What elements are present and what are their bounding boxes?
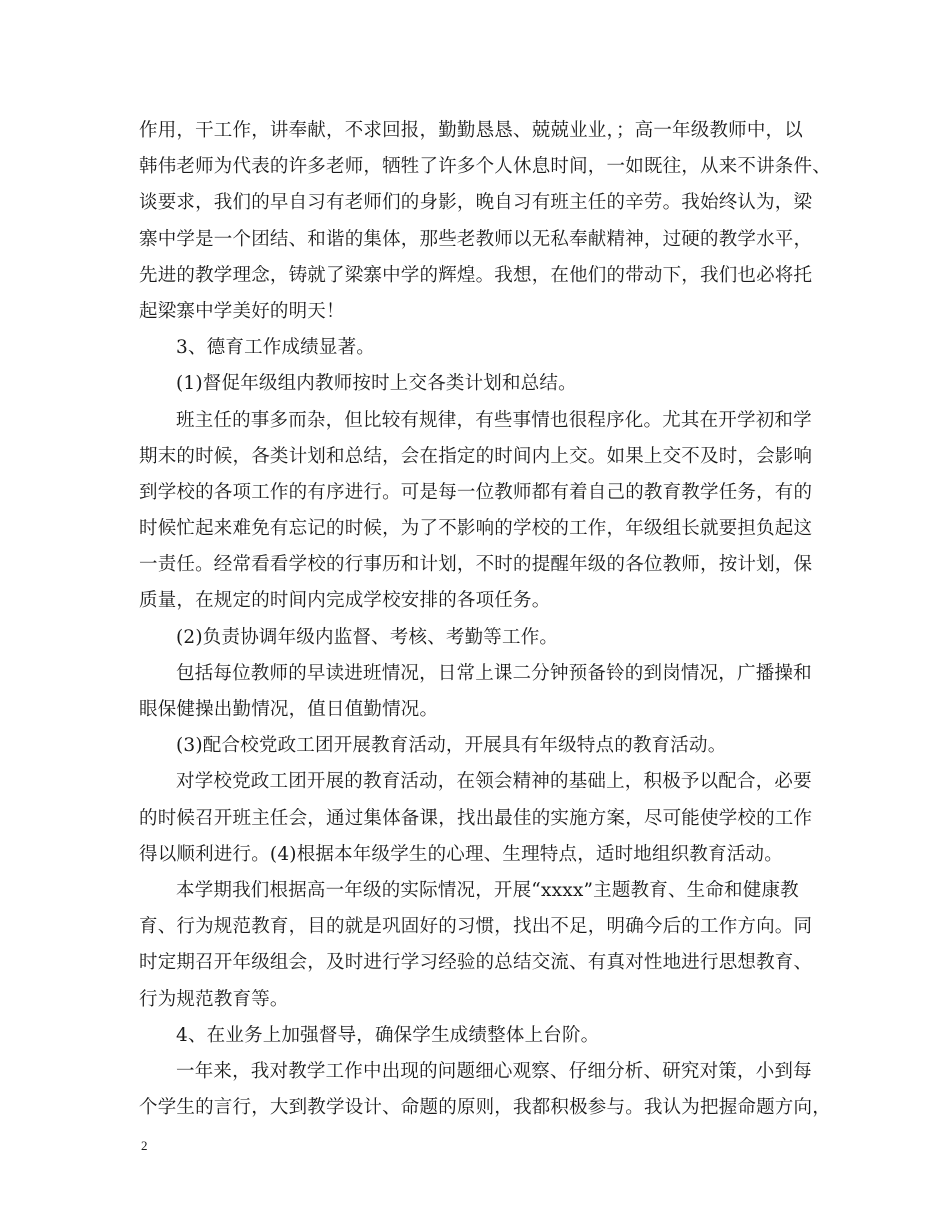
text-line: 时定期召开年级组会，及时进行学习经验的总结交流、有真对性地进行思想教育、 xyxy=(139,952,813,974)
text-line: 质量，在规定的时间内完成学校安排的各项任务。 xyxy=(139,590,551,612)
text-line: 谈要求，我们的早自习有老师们的身影，晚自习有班主任的辛劳。我始终认为，梁 xyxy=(139,192,813,214)
text-line: 韩伟老师为代表的许多老师，牺牲了许多个人休息时间，一如既往，从来不讲条件、 xyxy=(139,156,831,178)
text-line: 对学校党政工团开展的教育活动，在领会精神的基础上，积极予以配合，必要 xyxy=(176,771,812,793)
text-line: 4、在业务上加强督导，确保学生成绩整体上台阶。 xyxy=(176,1024,600,1046)
text-line: 眼保健操出勤情况，值日值勤情况。 xyxy=(139,699,439,720)
text-line: 先进的教学理念，铸就了梁寨中学的辉煌。我想，在他们的带动下，我们也必将托 xyxy=(139,264,813,286)
text-line: 个学生的言行，大到教学设计、命题的原则，我都积极参与。我认为把握命题方向， xyxy=(139,1097,831,1119)
text-line: 本学期我们根据高一年级的实际情况，开展“xxxx”主题教育、生命和健康教 xyxy=(176,879,799,901)
text-line: 一责任。经常看看学校的行事历和计划，不时的提醒年级的各位教师，按计划，保 xyxy=(139,554,813,576)
text-line: (1)督促年级组内教师按时上交各类计划和总结。 xyxy=(176,373,577,395)
text-line: 作用，干工作，讲奉献，不求回报，勤勤恳恳、兢兢业业，；高一年级教师中，以 xyxy=(139,120,803,141)
text-line: (2)负责协调年级内监督、考核、考勤等工作。 xyxy=(176,626,559,648)
text-line: 包括每位教师的早读进班情况，日常上课二分钟预备铃的到岗情况，广播操和 xyxy=(176,662,812,684)
text-line: 时候忙起来难免有忘记的时候，为了不影响的学校的工作，年级组长就要担负起这 xyxy=(139,518,813,540)
text-line: 一年来，我对教学工作中出现的问题细心观察、仔细分析、研究对策，小到每 xyxy=(176,1060,812,1082)
text-line: 育、行为规范教育，目的就是巩固好的习惯，找出不足，明确今后的工作方向。同 xyxy=(139,916,813,938)
text-line: 起梁寨中学美好的明天！ xyxy=(139,300,345,322)
text-line: 的时候召开班主任会，通过集体备课，找出最佳的实施方案，尽可能使学校的工作 xyxy=(139,807,813,829)
text-line: (3)配合校党政工团开展教育活动，开展具有年级特点的教育活动。 xyxy=(176,735,727,757)
page-number: 2 xyxy=(141,1138,148,1153)
text-line: 3、德育工作成绩显著。 xyxy=(176,337,375,359)
text-line: 行为规范教育等。 xyxy=(139,988,289,1010)
text-line: 得以顺利进行。(4)根据本年级学生的心理、生理特点，适时地组织教育活动。 xyxy=(139,843,783,865)
text-line: 班主任的事多而杂，但比较有规律，有些事情也很程序化。尤其在开学初和学 xyxy=(176,409,812,431)
text-line: 到学校的各项工作的有序进行。可是每一位教师都有着自己的教育教学任务，有的 xyxy=(139,481,813,503)
text-line: 寨中学是一个团结、和谐的集体，那些老教师以无私奉献精神，过硬的教学水平， xyxy=(139,228,813,250)
text-line: 期末的时候，各类计划和总结，会在指定的时间内上交。如果上交不及时，会影响 xyxy=(139,445,813,467)
document-body xyxy=(139,113,829,1126)
